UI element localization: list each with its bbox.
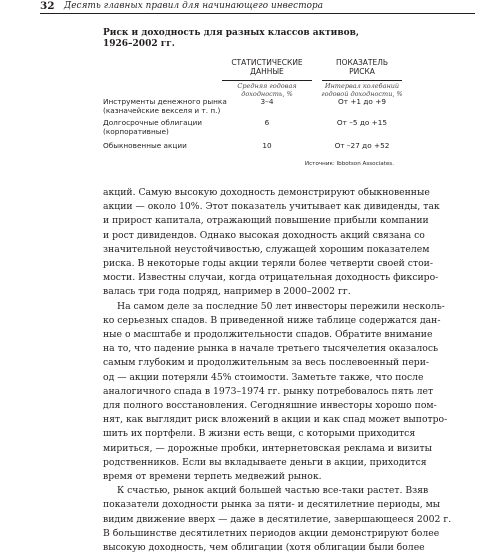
body-text-line: значительной неустойчивостью, служащей хорошим показателем [103,243,430,255]
column-subheader-risk [312,82,412,98]
table-title-line: 1926–2002 гг. [103,39,175,49]
body-text-line: и рост дивидендов. Однако высокая доходность акций связана со [103,229,425,241]
body-text-line: на то, что падение рынка в начале третьего тысячелетия оказалось [103,343,439,355]
table-title [103,28,403,50]
row-label-line: Долгосрочные облигации [103,118,203,127]
table-row-label-money-market [103,97,227,115]
body-text-line: родственников. Если вы вкладываете деньги в акции, приходится [103,456,427,468]
body-text-line: показатели доходности рынка за пяти- и десятилетние периоды, мы [103,499,441,511]
column-subheader-line: годовой доходности, % [321,90,403,98]
body-text-line: акций. Самую высокую доходность демонстрируют обыкновенные [103,187,430,198]
body-text-line: ко серьезных спадов. В приведенной ниже таблице содержатся дан- [103,314,441,326]
body-text-line: В большинстве десятилетних периодов акции демонстрируют более [103,527,440,539]
body-text-line: самым глубоким и продолжительным за весь послевоенный пери- [103,357,430,369]
table-title-line: Риск и доходность для разных классов активов, [103,28,359,38]
table-cell-range: От –5 до +15 [336,118,388,127]
table-row-label-stocks [103,141,187,150]
body-text-line: риска. В некоторые годы акции теряли более четверти своей стои- [103,258,433,270]
body-text-line: время от времени терпеть медвежий рынок. [103,471,322,483]
column-subheader-statistics [216,82,318,98]
table-source: Источник: Ibbotson Associates. [304,161,394,167]
column-header-line: СТАТИСТИЧЕСКИЕ [231,58,303,67]
body-text-line: од — акции потеряли 45% стоимости. Заметьте также, что после [103,371,424,383]
table-cell-range: От +1 до +9 [338,97,386,106]
row-label-line: (корпоративные) [103,127,169,136]
column-header-line: ДАННЫЕ [250,67,284,76]
column-subheader-line: Интервал колебаний [324,82,400,90]
table-cell-average: 6 [264,118,270,127]
body-text-line: для полного восстановления. Сегодняшние инвесторы хорошо пом- [103,400,437,412]
row-label-line: (казначейские векселя и т. п.) [103,106,221,115]
column-header-line: РИСКА [349,67,375,76]
table-cell-average: 3–4 [260,97,274,106]
body-text-line: видим движение вверх — даже в десятилетие, завершающееся 2002 г. [103,513,452,525]
row-label-line: Обыкновенные акции [103,141,187,150]
column-rule [322,80,402,81]
table-row-label-bonds [103,118,202,136]
body-text-line: ные о масштабе и продолжительности спадов. Обратите внимание [103,329,433,341]
table-cell-range: От –27 до +52 [334,141,390,150]
body-text-line: и прирост капитала, отражающий повышение прибыли компании [103,215,429,227]
column-subheader-line: Средняя годовая [237,82,297,90]
column-subheader-line: доходность, % [241,90,293,98]
column-header-statistics [220,58,314,76]
page-number: 32 [40,0,55,12]
body-text-line: мириться, — дорожные пробки, интернетовская реклама и визиты [103,442,432,454]
row-label-line: Инструменты денежного рынка [103,97,227,106]
body-text-line: высокую доходность, чем облигации (хотя облигации были более [103,542,425,554]
body-text-line: На самом деле за последние 50 лет инвесторы пережили несколь- [117,300,445,312]
page-header [40,1,475,14]
body-text-line: шить их портфели. В жизни есть вещи, с которыми приходится [103,428,416,440]
column-rule [222,80,312,81]
body-text-line: К счастью, рынок акций большей частью все-таки растет. Взяв [117,485,429,497]
column-header-line: ПОКАЗАТЕЛЬ [335,58,389,67]
body-text-line: валась три года подряд, например в 2000–2002 гг. [103,286,351,298]
running-title: Десять главных правил для начинающего инвестора [64,1,324,11]
column-header-risk [320,58,404,76]
body-text-line: акции — около 10%. Этот показатель учитывает как дивиденды, так [103,201,440,213]
body-text-line: аналогичного спада в 1973–1974 гг. рынку потребовалось пять лет [103,385,434,397]
body-text-line: нят, как выглядит риск вложений в акции и как спад может выпотро- [103,414,448,426]
table-cell-average: 10 [262,141,272,150]
body-text-line: мости. Известны случаи, когда отрицательная доходность фиксиро- [103,272,439,284]
